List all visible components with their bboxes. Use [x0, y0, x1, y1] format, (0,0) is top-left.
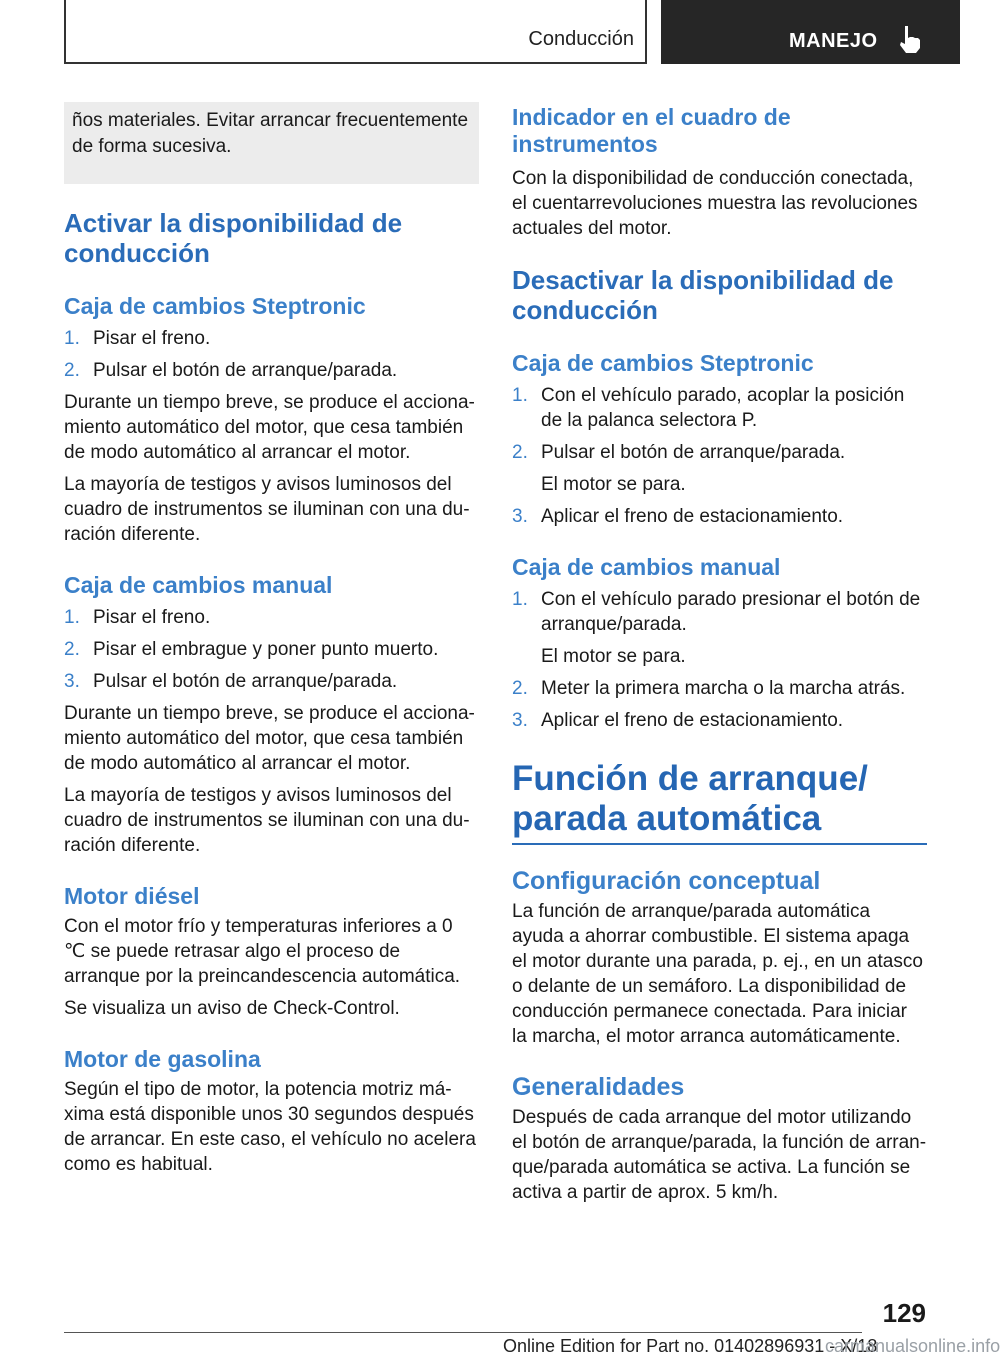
note-text: ños materiales. Evitar arrancar frecuentemente de forma sucesiva. [72, 110, 469, 157]
chapter-tab[interactable] [661, 0, 960, 64]
page-number: 129 [882, 1298, 926, 1328]
steps-manual-activate [64, 605, 479, 694]
heading-steptronic-activate: Caja de cambios Steptronic [64, 293, 366, 319]
paragraph: Con el motor frío y temperaturas inferiores a 0 ℃ se puede retrasar algo el proceso de arranque por la preincandescencia automática. [64, 916, 461, 987]
chapter-tab-label: MANEJO [789, 30, 878, 52]
footer-divider [64, 1332, 862, 1333]
paragraph: Durante un tiempo breve, se produce el acciona‐ miento automático del motor, que cesa también de modo automático al arrancar el motor. [64, 392, 475, 463]
steps-steptronic-deactivate [512, 383, 927, 529]
heading-general: Generalidades [512, 1073, 685, 1101]
watermark: carmanualsonline.info [825, 1336, 1000, 1356]
heading-manual-deactivate: Caja de cambios manual [512, 554, 781, 580]
hand-pointing-icon [897, 24, 923, 54]
list-item: 3. Aplicar el freno de estacionamiento. [512, 506, 844, 527]
heading-gasoline: Motor de gasolina [64, 1046, 261, 1072]
heading-deactivate: Desactivar la disponibilidad de conducción [512, 265, 894, 325]
heading-manual-activate: Caja de cambios manual [64, 572, 333, 598]
list-item: 1. Con el vehículo parado presionar el botón de arranque/parada. El motor se para. [512, 589, 921, 667]
paragraph: La función de arranque/parada automática ayuda a ahorrar combustible. El sistema apaga el motor durante una parada, p. ej., en un atasco o delante de un semáforo. La disponibilidad de conducción permanece conectada. Para iniciar la marcha, el motor arranca automáticamente. [512, 901, 923, 1047]
right-column [512, 104, 927, 1205]
heading-diesel: Motor diésel [64, 883, 200, 909]
heading-activate: Activar la disponibilidad de conducción [64, 208, 403, 268]
paragraph: La mayoría de testigos y avisos luminosos del cuadro de instrumentos se iluminan con una du‐ ración diferente. [64, 474, 470, 545]
section-title: Conducción [528, 28, 634, 50]
paragraph: Con la disponibilidad de conducción conectada, el cuentarrevoluciones muestra las revoluciones actuales del motor. [512, 168, 918, 239]
note-continuation [64, 102, 479, 184]
paragraph: Durante un tiempo breve, se produce el acciona‐ miento automático del motor, que cesa también de modo automático al arrancar el motor. [64, 703, 475, 774]
list-item: 3. Aplicar el freno de estacionamiento. [512, 710, 844, 731]
list-item: 2. Pulsar el botón de arranque/parada. El motor se para. [512, 442, 846, 495]
left-column [64, 102, 479, 1177]
steps-manual-deactivate [512, 587, 927, 733]
steps-steptronic-activate [64, 326, 479, 383]
chapter-heading-block [512, 759, 927, 845]
paragraph: Según el tipo de motor, la potencia motriz má‐ xima está disponible unos 30 segundos después de arrancar. En este caso, el vehículo no acelera como es habitual. [64, 1079, 476, 1175]
paragraph: La mayoría de testigos y avisos luminosos del cuadro de instrumentos se iluminan con una du‐ ración diferente. [64, 785, 470, 856]
heading-indicator: Indicador en el cuadro de instrumentos [512, 104, 791, 157]
list-item: 1. Con el vehículo parado, acoplar la posición de la palanca selectora P. [512, 385, 905, 431]
edition-note: Online Edition for Part no. 01402896931 - X/18 [503, 1336, 878, 1356]
list-item: 2. Pulsar el botón de arranque/parada. [64, 360, 398, 381]
paragraph: Después de cada arranque del motor utilizando el botón de arranque/parada, la función de arran‐ que/parada automática se activa. La función se activa a partir de aprox. 5 km/h. [512, 1107, 927, 1203]
list-item: 2. Pisar el embrague y poner punto muerto. [64, 639, 439, 660]
list-item: 1. Pisar el freno. [64, 607, 211, 628]
heading-autostart: Función de arranque/ parada automática [512, 759, 868, 838]
list-item: 3. Pulsar el botón de arranque/parada. [64, 671, 398, 692]
list-item: 2. Meter la primera marcha o la marcha atrás. [512, 678, 906, 699]
heading-concept: Configuración conceptual [512, 867, 821, 895]
heading-steptronic-deactivate: Caja de cambios Steptronic [512, 350, 814, 376]
list-item: 1. Pisar el freno. [64, 328, 211, 349]
paragraph: Se visualiza un aviso de Check-Control. [64, 998, 400, 1019]
